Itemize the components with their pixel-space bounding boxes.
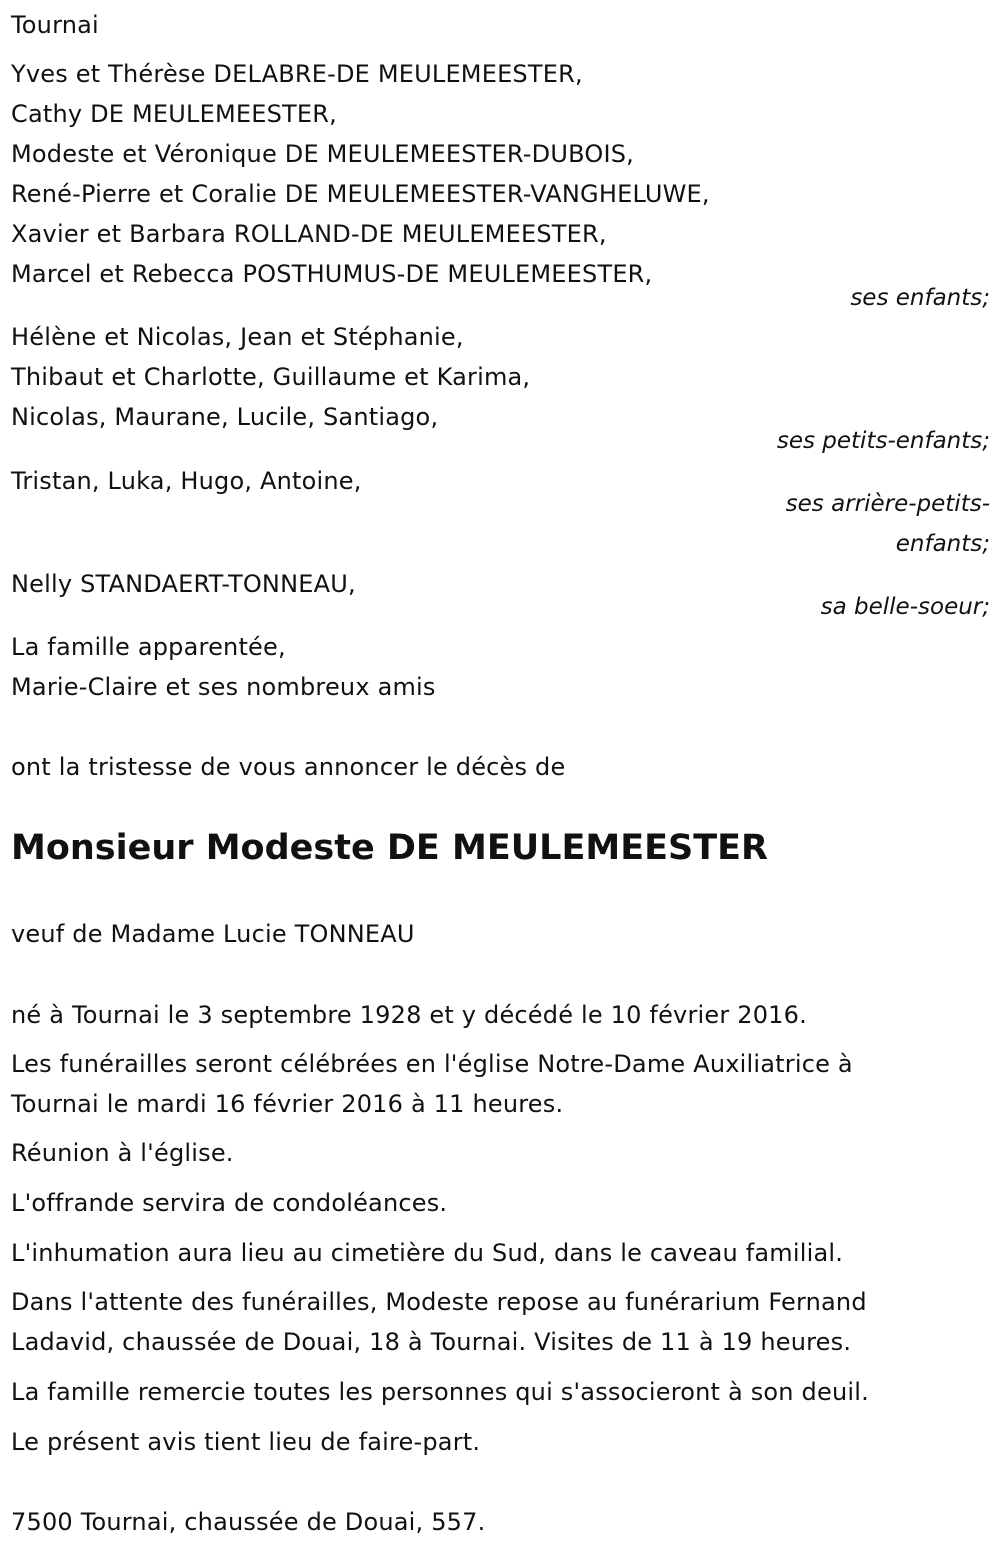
child-line: René-Pierre et Coralie DE MEULEMEESTER-VANGHELUWE, <box>11 180 710 208</box>
grandchild-line: Thibaut et Charlotte, Guillaume et Karima, <box>11 363 531 391</box>
detail-line: L'offrande servira de condoléances. <box>11 1189 448 1217</box>
child-line: Marcel et Rebecca POSTHUMUS-DE MEULEMEESTER, <box>11 260 653 288</box>
detail-line: Réunion à l'église. <box>11 1139 234 1167</box>
child-line: Yves et Thérèse DELABRE-DE MEULEMEESTER, <box>11 60 583 88</box>
child-line: Cathy DE MEULEMEESTER, <box>11 100 337 128</box>
city-heading: Tournai <box>11 11 99 39</box>
relation-label: enfants; <box>895 531 990 557</box>
detail-line: Le présent avis tient lieu de faire-part. <box>11 1428 481 1456</box>
other-line: La famille apparentée, <box>11 633 286 661</box>
detail-line: né à Tournai le 3 septembre 1928 et y décédé le 10 février 2016. <box>11 1001 807 1029</box>
detail-line: La famille remercie toutes les personnes qui s'associeront à son deuil. <box>11 1378 869 1406</box>
detail-line: Dans l'attente des funérailles, Modeste repose au funérarium Fernand <box>11 1288 867 1316</box>
sister-in-law-line: Nelly STANDAERT-TONNEAU, <box>11 570 356 598</box>
relation-label: ses enfants; <box>850 285 990 311</box>
grandchild-line: Hélène et Nicolas, Jean et Stéphanie, <box>11 323 464 351</box>
great-grandchild-line: Tristan, Luka, Hugo, Antoine, <box>11 467 362 495</box>
widower-of-text: veuf de Madame Lucie TONNEAU <box>11 920 415 948</box>
detail-line: Tournai le mardi 16 février 2016 à 11 heures. <box>11 1090 564 1118</box>
detail-line: Ladavid, chaussée de Douai, 18 à Tournai. Visites de 11 à 19 heures. <box>11 1328 852 1356</box>
relation-label: ses arrière-petits- <box>785 491 990 517</box>
grandchild-line: Nicolas, Maurane, Lucile, Santiago, <box>11 403 439 431</box>
detail-line: L'inhumation aura lieu au cimetière du Sud, dans le caveau familial. <box>11 1239 844 1267</box>
detail-line: Les funérailles seront célébrées en l'église Notre-Dame Auxiliatrice à <box>11 1050 853 1078</box>
deceased-name: Monsieur Modeste DE MEULEMEESTER <box>11 828 768 868</box>
relation-label: ses petits-enfants; <box>776 428 990 454</box>
address-line: 7500 Tournai, chaussée de Douai, 557. <box>11 1508 486 1536</box>
relation-label: sa belle-soeur; <box>820 594 990 620</box>
other-line: Marie-Claire et ses nombreux amis <box>11 673 436 701</box>
child-line: Modeste et Véronique DE MEULEMEESTER-DUBOIS, <box>11 140 634 168</box>
child-line: Xavier et Barbara ROLLAND-DE MEULEMEESTER, <box>11 220 607 248</box>
announcement-text: ont la tristesse de vous annoncer le décès de <box>11 753 566 781</box>
